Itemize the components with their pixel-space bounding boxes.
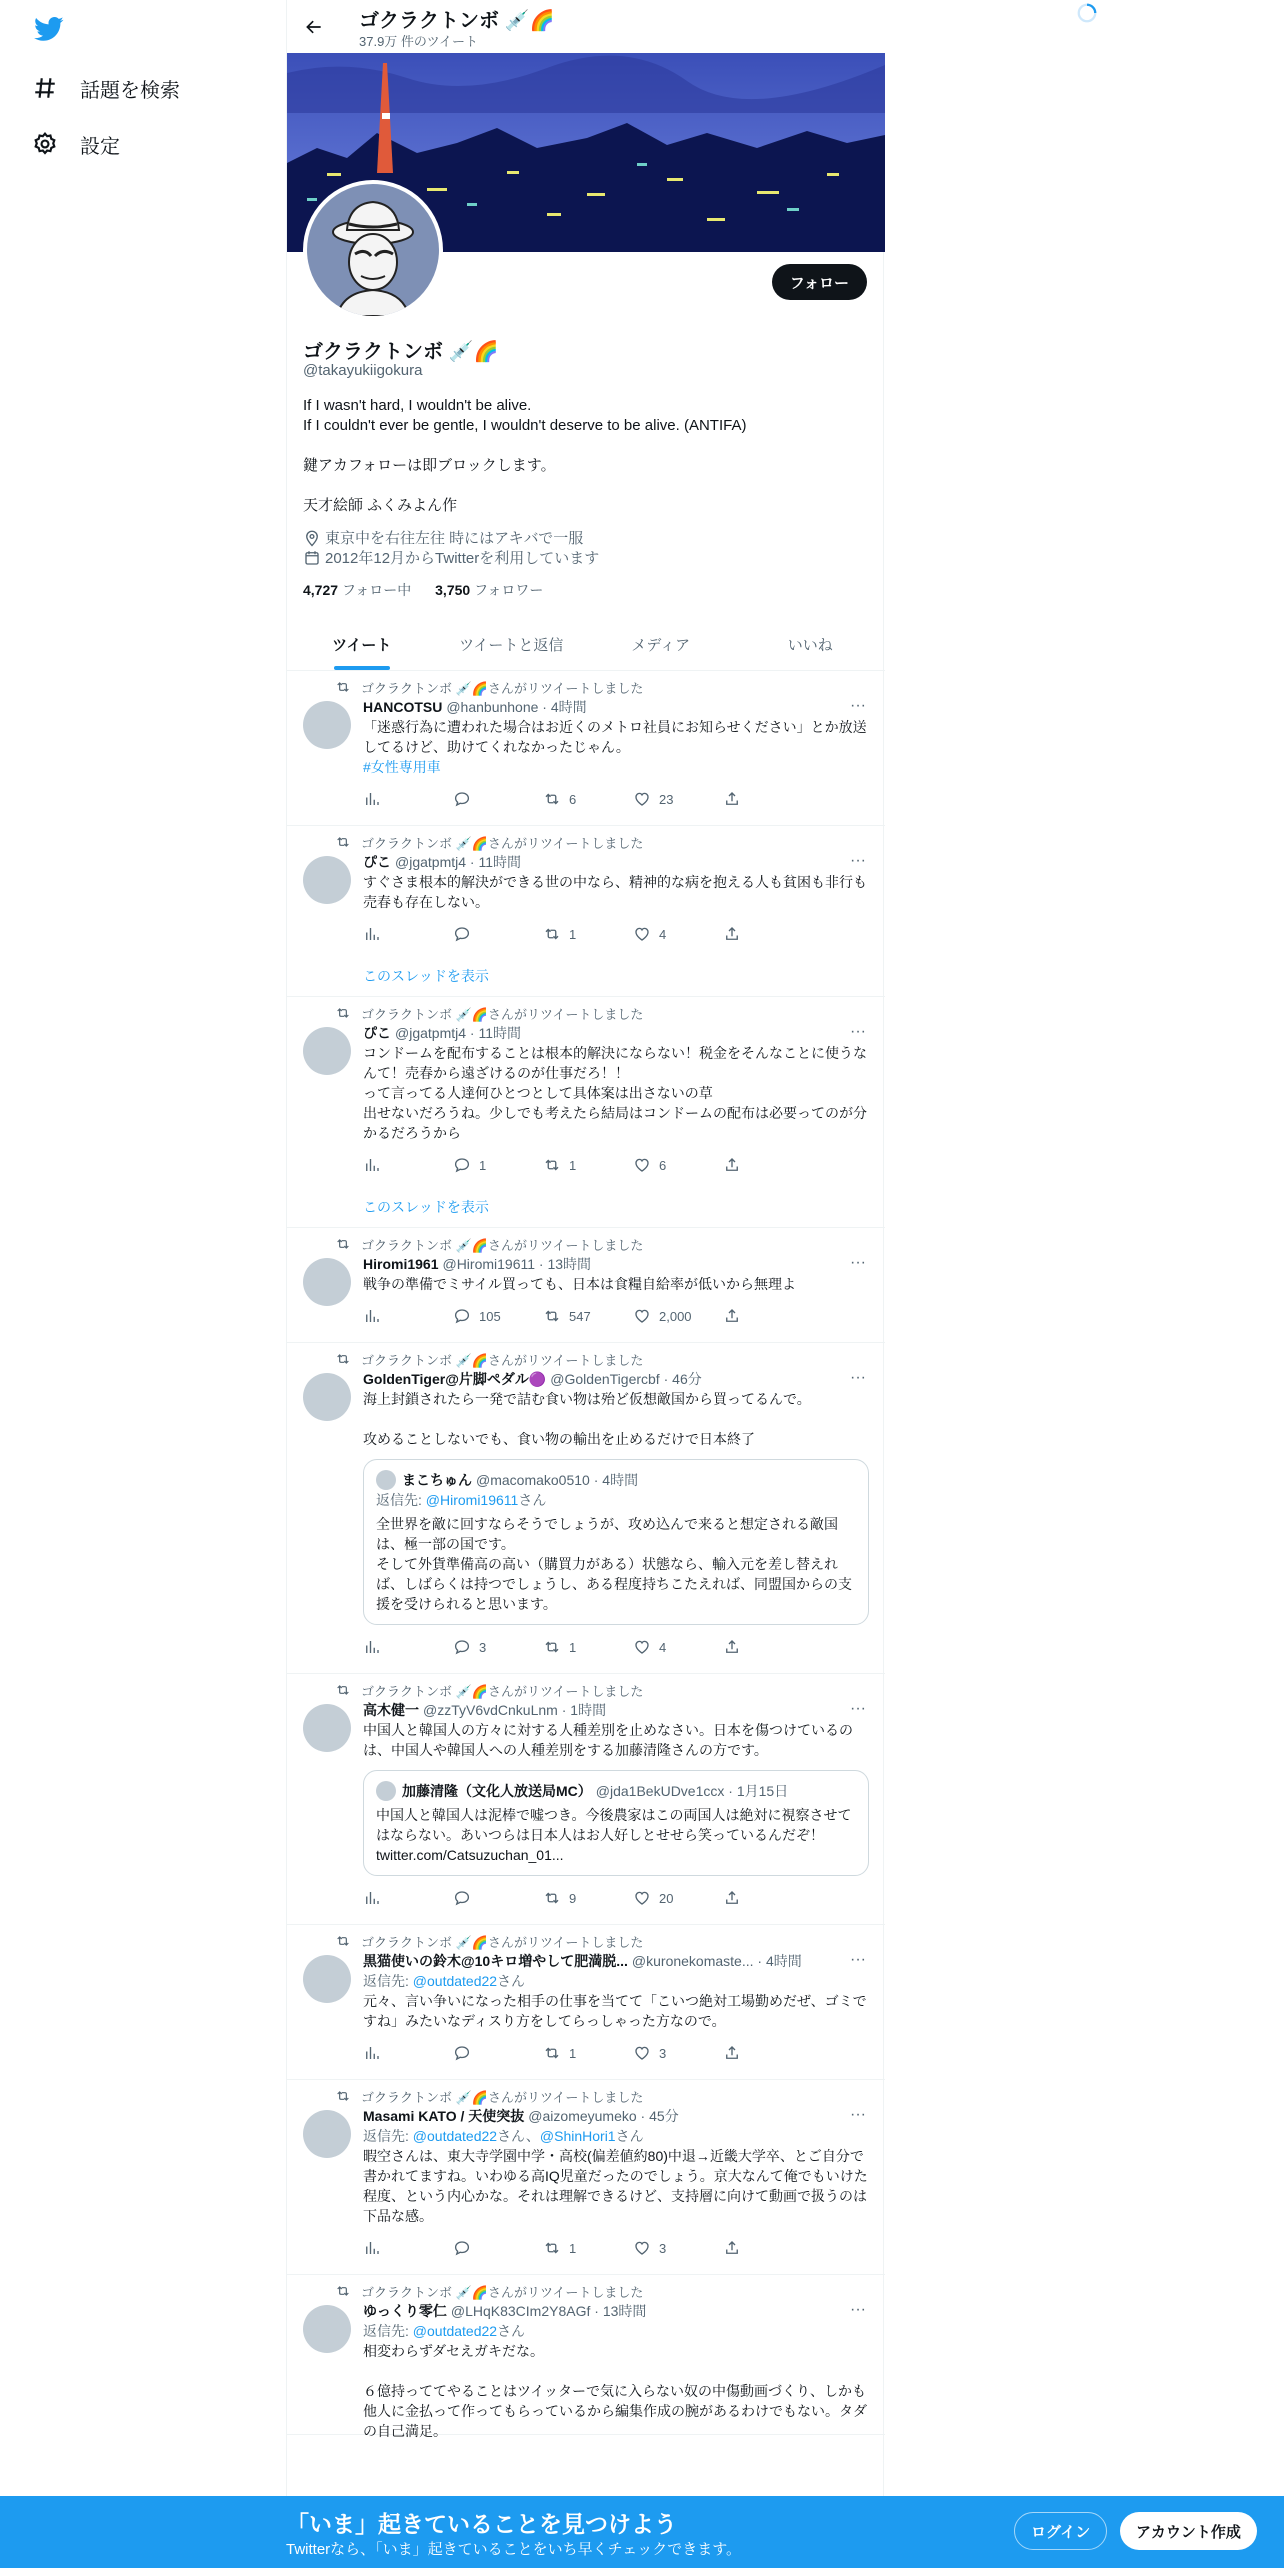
tweet-header: [363, 2106, 869, 2126]
tweet-text: すぐさま根本的解決ができる世の中なら、精神的な病を抱える人も貧困も非行も売春も存在しない。: [363, 874, 867, 910]
tab-media[interactable]: メディア: [631, 636, 691, 654]
like-button[interactable]: [633, 1307, 723, 1325]
retweet-small-icon: [335, 1236, 351, 1252]
reply-count: 3: [479, 1639, 487, 1655]
tweet[interactable]: [287, 997, 885, 1228]
retweet-icon: [543, 790, 561, 808]
tab-tweets[interactable]: ツイート: [287, 618, 437, 670]
signup-banner: [0, 2496, 1284, 2568]
tweet-text: 戦争の準備でミサイル買っても、日本は食糧自給率が低いから無理よ: [363, 1276, 797, 1292]
quoted-tweet-header: まこちゅん @macomako0510 · 4時間: [376, 1470, 856, 1490]
reply-button[interactable]: [453, 1889, 543, 1907]
tweet-text: 「迷惑行為に遭われた場合はお近くのメトロ社員にお知らせください」とか放送してるけど、助けてくれなかったじゃん。 #女性専用車: [363, 719, 867, 775]
reply-context: 返信先: @outdated22さん: [363, 2323, 526, 2339]
retweet-button[interactable]: [543, 1307, 633, 1325]
tab-likes[interactable]: いいね: [787, 636, 833, 654]
location-pin-icon: [303, 529, 321, 547]
tweet-text: 相変わらずダセえガキだな。 ６億持っててやることはツイッターで気に入らない奴の中傷動画づくり、しかも他人に金払って作ってもらっているから編集作成の腕があるわけでもない。タダの自己満足。: [363, 2343, 867, 2439]
tweet-text: コンドームを配布することは根本的解決にならない！税金をそんなことに使うなんて！売春から遠ざけるのが仕事だろ！！ って言ってる人達何ひとつとして具体案は出さないの草 出せないだろうね。少しでも考えたら結局はコンドームの配布は必要ってのが分かるだろうから: [363, 1045, 867, 1141]
retweet-button[interactable]: [543, 1889, 633, 1907]
retweet-indicator: ゴクラクトンボ 💉🌈さんがリツイートしました: [335, 1349, 869, 1369]
tweet-actions: [363, 783, 813, 815]
arrow-left-icon: [304, 17, 324, 37]
retweet-small-icon: [335, 679, 351, 695]
gear-icon: [32, 131, 58, 157]
like-button[interactable]: [633, 1889, 723, 1907]
reply-to-link[interactable]: @outdated22: [412, 1973, 498, 1989]
retweet-button[interactable]: [543, 2044, 633, 2062]
retweet-count: 547: [569, 1308, 591, 1324]
tab-tweets-replies[interactable]: ツイートと返信: [459, 636, 564, 654]
more-icon[interactable]: ···: [850, 1951, 866, 1968]
like-count: 6: [659, 1157, 667, 1173]
retweet-icon: [543, 2044, 561, 2062]
retweet-button[interactable]: [543, 1638, 633, 1656]
tweet-header: [363, 852, 869, 872]
share-button[interactable]: [723, 1307, 813, 1325]
tweet-time: 46分: [672, 1371, 702, 1387]
quoted-tweet[interactable]: [363, 1459, 869, 1625]
retweet-count: 1: [569, 2045, 577, 2061]
profile-handle: @takayukiigokura: [303, 362, 423, 379]
avatar[interactable]: [303, 2110, 351, 2158]
views-button[interactable]: [363, 1156, 453, 1174]
share-button[interactable]: [723, 1156, 813, 1174]
like-icon: [633, 2044, 651, 2062]
reply-icon: [453, 2239, 471, 2257]
more-icon[interactable]: ···: [850, 697, 866, 714]
reply-count: 1: [479, 1157, 487, 1173]
views-icon: [363, 1156, 381, 1174]
like-count: 3: [659, 2045, 667, 2061]
like-icon: [633, 1307, 651, 1325]
share-button[interactable]: [723, 2044, 813, 2062]
views-button[interactable]: [363, 1638, 453, 1656]
retweet-indicator: ゴクラクトンボ 💉🌈さんがリツイートしました: [335, 1234, 869, 1254]
reply-button[interactable]: [453, 790, 543, 808]
tweet-author-name[interactable]: Masami KATO / 天使突抜: [363, 2108, 525, 2124]
like-button[interactable]: [633, 790, 723, 808]
retweet-count: 1: [569, 2240, 577, 2256]
share-button[interactable]: [723, 790, 813, 808]
reply-button[interactable]: [453, 2044, 543, 2062]
tweet-text: 元々、言い争いになった相手の仕事を当てて「こいつ絶対工場勤めだぜ、ゴミですね」みたいなディスり方をしてらっしゃった方なので。: [363, 1993, 867, 2029]
tweet-author-handle[interactable]: @hanbunhone · 4時間: [446, 699, 587, 715]
tweet-author-name[interactable]: Hiromi1961: [363, 1256, 439, 1272]
like-count: 4: [659, 1639, 667, 1655]
reply-button[interactable]: [453, 1156, 543, 1174]
followers-link[interactable]: 3,750 フォロワー: [435, 582, 544, 598]
reply-button[interactable]: [453, 1307, 543, 1325]
share-button[interactable]: [723, 2239, 813, 2257]
share-icon: [723, 1307, 741, 1325]
tweet-time: 45分: [649, 2108, 679, 2124]
reply-icon: [453, 1638, 471, 1656]
tweet-text: 海上封鎖されたら一発で詰む食い物は殆ど仮想敵国から買ってるんで。 攻めることしないでも、食い物の輸出を止めるだけで日本終了: [363, 1391, 811, 1447]
tweet-header: [363, 1254, 869, 1274]
hashtag-link[interactable]: #女性専用車: [363, 759, 441, 775]
tweet-header: [363, 2301, 869, 2321]
retweet-small-icon: [335, 1351, 351, 1367]
quoted-tweet-text: 中国人と韓国人は泥棒で嘘つき。今後農家はこの両国人は絶対に視察させてはならない。あいつらは日本人はお人好しとせせら笑っているんだぞ！ twitter.com/Catsuzuchan_01...: [376, 1807, 852, 1863]
tweet-header: [363, 1700, 869, 1720]
tweet[interactable]: [287, 1925, 885, 2080]
back-button[interactable]: [299, 12, 329, 42]
tweet-actions: [363, 1631, 813, 1663]
reply-count: 105: [479, 1308, 501, 1324]
profile-column: [286, 0, 884, 2568]
like-button[interactable]: [633, 1638, 723, 1656]
reply-to-link[interactable]: @outdated22: [412, 2323, 498, 2339]
views-icon: [363, 1889, 381, 1907]
tweet[interactable]: [287, 2275, 885, 2439]
tweet-time: 4時間: [765, 1953, 802, 1969]
tweet-text: 中国人と韓国人の方々に対する人種差別を止めなさい。日本を傷つけているのは、中国人や韓国人への人種差別をする加藤清隆さんの方です。: [363, 1722, 853, 1758]
tweet-time: 1時間: [570, 1702, 607, 1718]
views-button[interactable]: [363, 925, 453, 943]
more-icon[interactable]: ···: [850, 1369, 866, 1386]
retweet-small-icon: [335, 2088, 351, 2104]
like-button[interactable]: [633, 1156, 723, 1174]
retweet-button[interactable]: [543, 1156, 633, 1174]
share-icon: [723, 2044, 741, 2062]
retweet-indicator: ゴクラクトンボ 💉🌈さんがリツイートしました: [335, 2086, 869, 2106]
quoted-tweet-text: 全世界を敵に回すならそうでしょうが、攻め込んで来ると想定される敵国は、極一部の国です。 そして外貨準備高の高い（購買力がある）状態なら、輸入元を差し替えれば、しばらくは持つでしょうし、ある程度持ちこたえれば、同盟国からの支援を受けられると思います。: [376, 1516, 852, 1612]
like-icon: [633, 2239, 651, 2257]
retweet-small-icon: [335, 1682, 351, 1698]
retweet-indicator: ゴクラクトンボ 💉🌈さんがリツイートしました: [335, 1931, 869, 1951]
retweet-small-icon: [335, 2283, 351, 2299]
avatar: [376, 1470, 396, 1490]
tweet-time: 11時間: [478, 1025, 522, 1041]
retweet-icon: [543, 925, 561, 943]
tweet-author-name[interactable]: GoldenTiger@片脚ペダル🟣: [363, 1371, 547, 1387]
like-count: 3: [659, 2240, 667, 2256]
retweet-icon: [543, 1307, 561, 1325]
more-icon[interactable]: ···: [850, 852, 866, 869]
avatar[interactable]: [303, 856, 351, 904]
tweet[interactable]: [287, 1674, 885, 1925]
tweet-author-handle[interactable]: @jgatpmtj4 · 11時間: [395, 854, 522, 870]
profile-bio: If I wasn't hard, I wouldn't be alive. If I couldn't ever be gentle, I wouldn't deserve to be alive. (ANTIFA) 鍵アカフォローは即ブロックします。 天才絵師 ふくみよん作: [303, 397, 747, 514]
quoted-tweet-header: 加藤清隆（文化人放送局MC） @jda1BekUDve1ccx · 1月15日: [376, 1781, 856, 1801]
profile-stats: [303, 580, 543, 600]
tweet-text: 暇空さんは、東大寺学園中学・高校(偏差値約80)中退→近畿大学卒、とご自分で書かれてますね。いわゆる高IQ児童だったのでしょう。京大なんて俺でもいけた程度、という内心かな。それは理解できるけど、支持層に向けて動画で扱うのは下品な感。: [363, 2148, 868, 2224]
share-button[interactable]: [723, 925, 813, 943]
tweet-author-name[interactable]: 高木健一: [363, 1702, 419, 1718]
tweet-header: [363, 1369, 869, 1389]
retweet-count: 1: [569, 1639, 577, 1655]
login-button[interactable]: ログイン: [1014, 2512, 1107, 2550]
tweet-time: 13時間: [547, 1256, 592, 1272]
tweet-time: 13時間: [602, 2303, 647, 2319]
tweet-author-handle[interactable]: @aizomeyumeko · 45分: [528, 2108, 679, 2124]
tweet-header: [363, 1023, 869, 1043]
show-thread-link[interactable]: このスレッドを表示: [363, 968, 489, 984]
retweet-button[interactable]: [543, 790, 633, 808]
views-button[interactable]: [363, 2044, 453, 2062]
tweet-author-handle[interactable]: @jgatpmtj4 · 11時間: [395, 1025, 522, 1041]
reply-icon: [453, 1307, 471, 1325]
tweet-header: [363, 1951, 869, 1971]
retweet-button[interactable]: [543, 925, 633, 943]
retweet-small-icon: [335, 1005, 351, 1021]
profile-tabs: [287, 618, 885, 671]
tweet-header: [363, 697, 869, 717]
tweet-author-handle[interactable]: @GoldenTigercbf · 46分: [550, 1371, 702, 1387]
reply-context: 返信先: @outdated22さん: [363, 1973, 526, 1989]
tweet-time: 11時間: [478, 854, 522, 870]
calendar-icon: [303, 549, 321, 567]
retweet-icon: [543, 1889, 561, 1907]
reply-icon: [453, 1156, 471, 1174]
tweet-author-name[interactable]: ぴこ: [363, 854, 391, 870]
profile-header: [287, 0, 885, 53]
signup-banner-title: 「いま」起きていることを見つけよう: [286, 2511, 677, 2537]
tweet[interactable]: [287, 2080, 885, 2275]
reply-button[interactable]: [453, 2239, 543, 2257]
twitter-bird-icon[interactable]: [32, 14, 66, 44]
reply-icon: [453, 925, 471, 943]
retweet-icon: [543, 1638, 561, 1656]
share-icon: [723, 1889, 741, 1907]
retweet-count: 1: [569, 926, 577, 942]
views-icon: [363, 1638, 381, 1656]
hashtag-icon: [32, 75, 58, 101]
header-title: ゴクラクトンボ 💉🌈: [359, 10, 555, 32]
tweet[interactable]: [287, 1343, 885, 1674]
share-icon: [723, 790, 741, 808]
views-icon: [363, 2044, 381, 2062]
tweet[interactable]: [287, 671, 885, 826]
share-button[interactable]: [723, 1889, 813, 1907]
profile-avatar[interactable]: [303, 180, 443, 320]
tweet-actions: [363, 918, 813, 950]
retweet-button[interactable]: [543, 2239, 633, 2257]
follow-button[interactable]: フォロー: [772, 264, 867, 300]
tweet-author-handle[interactable]: @Hiromi19611 · 13時間: [442, 1256, 592, 1272]
tweet[interactable]: [287, 826, 885, 997]
views-button[interactable]: [363, 2239, 453, 2257]
loading-spinner-icon: [1076, 2, 1098, 24]
retweet-count: 1: [569, 1157, 577, 1173]
avatar[interactable]: [303, 1258, 351, 1306]
avatar[interactable]: [303, 1373, 351, 1421]
tweet-author-name[interactable]: ぴこ: [363, 1025, 391, 1041]
more-icon[interactable]: ···: [850, 1700, 866, 1717]
reply-context: 返信先: @outdated22さん、@ShinHori1さん: [363, 2128, 644, 2144]
tweet-actions: [363, 2037, 813, 2069]
sidebar-item-label: 設定: [80, 135, 120, 158]
tweet[interactable]: [287, 1228, 885, 1343]
like-button[interactable]: [633, 925, 723, 943]
avatar[interactable]: [303, 1027, 351, 1075]
tweet-actions: [363, 1300, 813, 1332]
profile-location: 東京中を右往左往 時にはアキバで一服: [303, 527, 583, 548]
tweet-author-handle[interactable]: @kuronekomaste... · 4時間: [631, 1953, 802, 1969]
tweet-actions: [363, 1149, 813, 1181]
tweet-author-name[interactable]: HANCOTSU: [363, 699, 443, 715]
following-link[interactable]: 4,727 フォロー中: [303, 582, 412, 598]
retweet-indicator: ゴクラクトンボ 💉🌈さんがリツイートしました: [335, 1003, 869, 1023]
sidebar-item-explore[interactable]: [32, 70, 180, 106]
like-button[interactable]: [633, 2239, 723, 2257]
reply-icon: [453, 1889, 471, 1907]
like-icon: [633, 1889, 651, 1907]
like-count: 20: [659, 1890, 674, 1906]
retweet-small-icon: [335, 834, 351, 850]
share-button[interactable]: [723, 1638, 813, 1656]
reply-button[interactable]: [453, 925, 543, 943]
like-button[interactable]: [633, 2044, 723, 2062]
share-icon: [723, 925, 741, 943]
reply-icon: [453, 790, 471, 808]
retweet-count: 9: [569, 1890, 577, 1906]
retweet-indicator: ゴクラクトンボ 💉🌈さんがリツイートしました: [335, 1680, 869, 1700]
quoted-tweet[interactable]: [363, 1770, 869, 1876]
views-icon: [363, 790, 381, 808]
retweet-count: 6: [569, 791, 577, 807]
like-count: 4: [659, 926, 667, 942]
avatar: [376, 1781, 396, 1801]
retweet-icon: [543, 1156, 561, 1174]
more-icon[interactable]: ···: [850, 1254, 866, 1271]
retweet-small-icon: [335, 1933, 351, 1949]
views-icon: [363, 2239, 381, 2257]
like-count: 23: [659, 791, 674, 807]
reply-button[interactable]: [453, 1638, 543, 1656]
like-icon: [633, 925, 651, 943]
share-icon: [723, 1638, 741, 1656]
tweet-actions: [363, 2232, 813, 2264]
reply-context: 返信先: @Hiromi19611さん: [376, 1492, 547, 1508]
avatar[interactable]: [303, 701, 351, 749]
avatar: [307, 184, 439, 316]
tweet-actions: [363, 1882, 813, 1914]
more-icon[interactable]: ···: [850, 2301, 866, 2318]
views-icon: [363, 1307, 381, 1325]
avatar[interactable]: [303, 1704, 351, 1752]
reply-icon: [453, 2044, 471, 2062]
signup-banner-subtitle: Twitterなら、「いま」起きていることをいち早くチェックできます。: [286, 2541, 742, 2558]
views-button[interactable]: [363, 790, 453, 808]
tweet-author-name[interactable]: 黒猫使いの鈴木@10キロ増やして肥満脱...: [363, 1953, 628, 1969]
views-button[interactable]: [363, 1889, 453, 1907]
tweet-author-handle[interactable]: @zzTyV6vdCnkuLnm · 1時間: [423, 1702, 607, 1718]
tweet-feed: [287, 671, 885, 2439]
views-icon: [363, 925, 381, 943]
sidebar-item-settings[interactable]: [32, 126, 120, 162]
tweet-count: 37.9万 件のツイート: [359, 34, 479, 49]
show-thread-link[interactable]: このスレッドを表示: [363, 1199, 489, 1215]
retweet-indicator: ゴクラクトンボ 💉🌈さんがリツイートしました: [335, 2281, 869, 2301]
share-icon: [723, 1156, 741, 1174]
like-icon: [633, 1156, 651, 1174]
profile-name: ゴクラクトンボ 💉🌈: [303, 341, 499, 363]
retweet-icon: [543, 2239, 561, 2257]
reply-to-link[interactable]: @ShinHori1: [539, 2128, 616, 2144]
more-icon[interactable]: ···: [850, 2106, 866, 2123]
avatar[interactable]: [303, 2305, 351, 2353]
sidebar-item-label: 話題を検索: [80, 79, 180, 102]
retweet-indicator: ゴクラクトンボ 💉🌈さんがリツイートしました: [335, 677, 869, 697]
tweet-author-name[interactable]: ゆっくり零仁: [363, 2303, 447, 2319]
retweet-indicator: ゴクラクトンボ 💉🌈さんがリツイートしました: [335, 832, 869, 852]
reply-to-link[interactable]: @outdated22: [412, 2128, 498, 2144]
like-count: 2,000: [659, 1308, 692, 1324]
views-button[interactable]: [363, 1307, 453, 1325]
signup-button[interactable]: アカウント作成: [1120, 2512, 1257, 2550]
avatar[interactable]: [303, 1955, 351, 2003]
share-icon: [723, 2239, 741, 2257]
profile-joined: 2012年12月からTwitterを利用しています: [303, 547, 599, 568]
more-icon[interactable]: ···: [850, 1023, 866, 1040]
tweet-author-handle[interactable]: @LHqK83CIm2Y8AGf · 13時間: [450, 2303, 647, 2319]
like-icon: [633, 790, 651, 808]
like-icon: [633, 1638, 651, 1656]
tweet-time: 4時間: [550, 699, 587, 715]
